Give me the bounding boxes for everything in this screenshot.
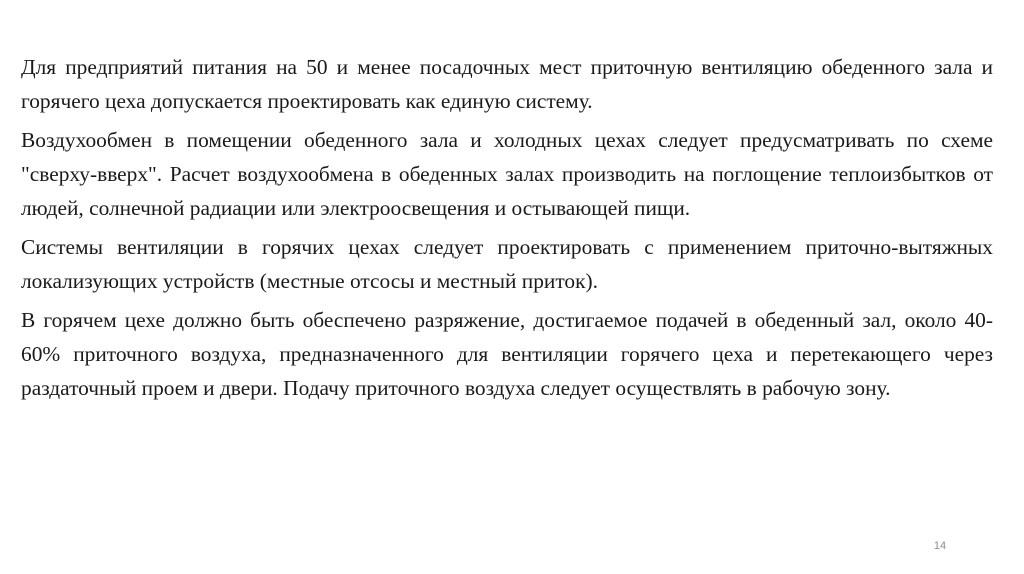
slide-body xyxy=(21,50,993,410)
paragraph-dining-hall-ventilation: Для предприятий питания на 50 и менее посадочных мест приточную вентиляцию обеденного зала и горячего цеха допускается проектировать как единую систему. xyxy=(21,55,993,113)
paragraph-hot-shop-systems: Системы вентиляции в горячих цехах следует проектировать с применением приточно-вытяжных локализующих устройств (местные отсосы и местный приток). xyxy=(21,235,993,293)
page-number: 14 xyxy=(933,540,947,552)
paragraph-air-exchange: Воздухообмен в помещении обеденного зала и холодных цехах следует предусматривать по схеме "сверху-вверх". Расчет воздухообмена в обеденных залах производить на поглощение теплоизбытков от людей, солнечной радиации или электроосвещения и остывающей пищи. xyxy=(21,128,993,220)
paragraph-hot-shop-rarefaction: В горячем цехе должно быть обеспечено разряжение, достигаемое подачей в обеденный зал, около 40-60% приточного воздуха, предназначенного для вентиляции горячего цеха и перетекающего через раздаточный проем и двери. Подачу приточного воздуха следует осуществлять в рабочую зону. xyxy=(21,308,993,400)
